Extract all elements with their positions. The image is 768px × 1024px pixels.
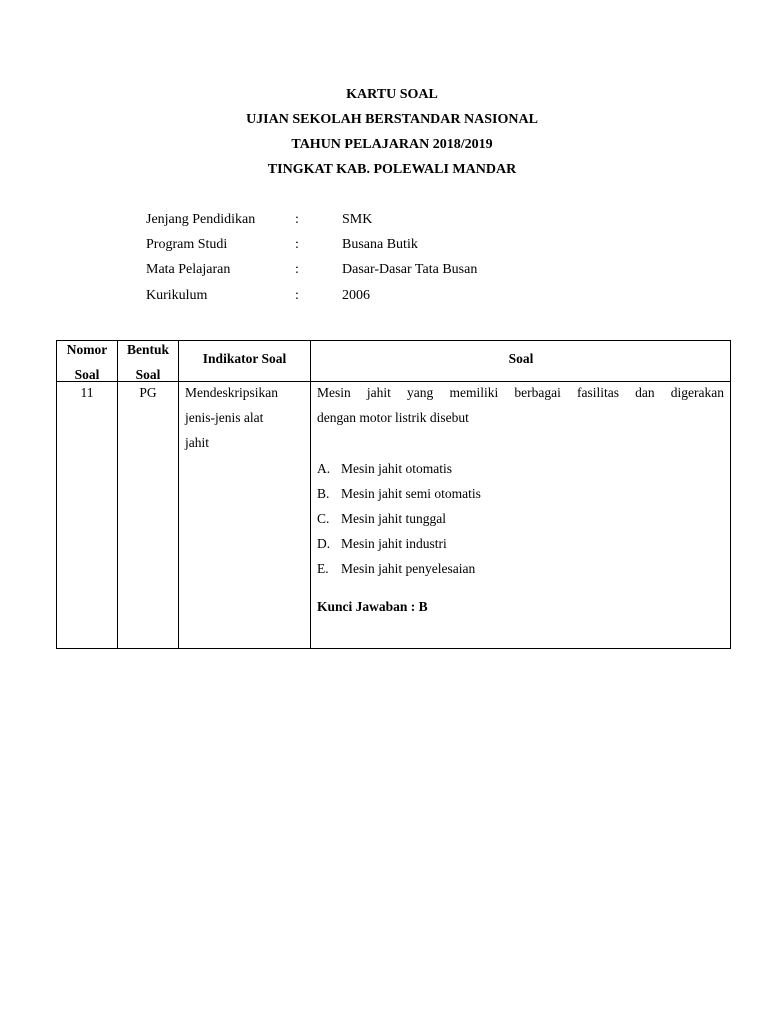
indikator-line: jahit bbox=[185, 435, 209, 450]
option-letter: E. bbox=[317, 561, 329, 576]
question-text-line2: dengan motor listrik disebut bbox=[317, 410, 469, 425]
meta-colon: : bbox=[295, 288, 299, 303]
meta-value: Dasar-Dasar Tata Busan bbox=[342, 262, 478, 277]
column-divider bbox=[310, 341, 311, 648]
option-text: Mesin jahit industri bbox=[341, 536, 447, 551]
meta-colon: : bbox=[295, 262, 299, 277]
meta-value: 2006 bbox=[342, 288, 370, 303]
meta-value: SMK bbox=[342, 212, 373, 227]
title-tahun-pelajaran: TAHUN PELAJARAN 2018/2019 bbox=[291, 137, 493, 152]
header-nomor-line1: Nomor bbox=[66, 342, 108, 357]
header-bentuk-line2: Soal bbox=[135, 367, 161, 382]
meta-program-studi bbox=[146, 237, 566, 253]
title-ujian: UJIAN SEKOLAH BERSTANDAR NASIONAL bbox=[246, 112, 538, 127]
meta-kurikulum bbox=[146, 288, 566, 304]
answer-key: Kunci Jawaban : B bbox=[317, 599, 428, 614]
meta-colon: : bbox=[295, 237, 299, 252]
option-text: Mesin jahit tunggal bbox=[341, 511, 446, 526]
title-tingkat: TINGKAT KAB. POLEWALI MANDAR bbox=[267, 162, 517, 177]
cell-nomor: 11 bbox=[80, 385, 94, 400]
title-kartu-soal: KARTU SOAL bbox=[346, 87, 438, 102]
indikator-line: jenis-jenis alat bbox=[185, 410, 264, 425]
question-table bbox=[56, 340, 731, 649]
meta-label: Program Studi bbox=[146, 237, 228, 252]
header-soal: Soal bbox=[508, 351, 534, 366]
header-nomor-line2: Soal bbox=[74, 367, 100, 382]
option-a bbox=[317, 461, 452, 477]
header-bentuk-line1: Bentuk bbox=[126, 342, 170, 357]
meta-label: Jenjang Pendidikan bbox=[146, 212, 256, 227]
option-letter: B. bbox=[317, 486, 330, 501]
cell-indikator bbox=[185, 380, 307, 455]
option-text: Mesin jahit penyelesaian bbox=[341, 561, 476, 576]
meta-label: Kurikulum bbox=[146, 288, 208, 303]
option-letter: D. bbox=[317, 536, 331, 551]
meta-colon: : bbox=[295, 212, 299, 227]
cell-bentuk: PG bbox=[139, 385, 157, 400]
header-indikator-soal: Indikator Soal bbox=[202, 351, 287, 366]
question-text-line1: Mesin jahit yang memiliki berbagai fasilitas dan digerakan bbox=[317, 385, 724, 400]
option-text: Mesin jahit otomatis bbox=[341, 461, 452, 476]
option-letter: C. bbox=[317, 511, 330, 526]
option-e bbox=[317, 561, 475, 577]
option-text: Mesin jahit semi otomatis bbox=[341, 486, 481, 501]
option-letter: A. bbox=[317, 461, 331, 476]
meta-jenjang bbox=[146, 212, 566, 228]
option-b bbox=[317, 486, 481, 502]
meta-label: Mata Pelajaran bbox=[146, 262, 231, 277]
meta-mata-pelajaran bbox=[146, 262, 566, 278]
option-c bbox=[317, 511, 446, 527]
column-divider bbox=[178, 341, 179, 648]
indikator-line: Mendeskripsikan bbox=[185, 385, 278, 400]
meta-value: Busana Butik bbox=[342, 237, 418, 252]
option-d bbox=[317, 536, 447, 552]
